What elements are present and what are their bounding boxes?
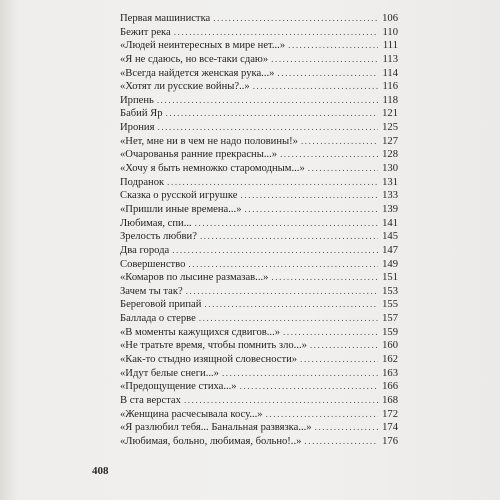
toc-entry [120,380,398,394]
toc-entry-title: Подранок [120,176,165,188]
toc-entry-title: «Как-то стыдно изящной словесности» [120,354,298,366]
dot-leader [200,230,378,244]
dot-leader [204,298,378,312]
dot-leader [308,162,378,176]
dot-leader [271,271,378,285]
toc-entry-page: 141 [382,217,398,229]
dot-leader [288,39,378,53]
toc-entry [120,121,398,135]
toc-entry [120,339,398,353]
toc-entry-title: «Пришли иные времена...» [120,203,242,215]
toc-entry [120,107,398,121]
toc-entry [120,326,398,340]
toc-entry [120,39,398,53]
toc-entry [120,176,398,190]
toc-entry-title: Первая машинистка [120,13,211,24]
dot-leader [280,148,378,162]
toc-entry-title: «Всегда найдется женская рука...» [120,67,275,79]
toc-entry-title: Ирония [120,122,155,134]
dot-leader [184,394,378,408]
toc-entry-title: Совершенство [120,258,186,270]
dot-leader [166,107,378,121]
toc-entry [120,271,398,285]
toc-entry-title: «Предощущение стиха...» [120,381,237,393]
toc-entry-page: 131 [382,176,398,188]
toc-entry-page: 145 [382,231,398,243]
dot-leader [266,408,378,422]
dot-leader [167,176,378,190]
toc-entry-page: 174 [382,422,398,434]
toc-entry-title: «Нет, мне ни в чем не надо половины!» [120,135,298,147]
toc-entry-title: Бежит река [120,26,171,38]
toc-entry [120,67,398,81]
toc-entry-page: 159 [382,326,398,338]
dot-leader [172,244,378,258]
toc-entry [120,367,398,381]
toc-entry-page: 147 [382,244,398,256]
toc-entry-page: 166 [382,381,398,393]
toc-entry-title: «Я разлюбил тебя... Банальная развязка...» [120,422,312,434]
dot-leader [157,121,378,135]
toc-entry-page: 125 [382,122,398,134]
dot-leader [245,203,378,217]
toc-entry-page: 149 [382,258,398,270]
dot-leader [310,339,378,353]
toc-entry [120,408,398,422]
toc-entry-title: Любимая, спи... [120,217,192,229]
toc-entry-page: 163 [382,367,398,379]
dot-leader [195,217,378,231]
dot-leader [188,258,378,272]
toc-entry-page: 110 [382,26,398,38]
toc-entry [120,12,398,26]
dot-leader [304,435,378,449]
toc-entry-title: Зрелость любви? [120,231,197,243]
toc-entry [120,189,398,203]
toc-entry [120,80,398,94]
toc-entry-title: «Комаров по лысине размазав...» [120,272,269,284]
toc-entry-title: «В моменты кажущихся сдвигов...» [120,326,281,338]
toc-entry-page: 121 [382,108,398,120]
toc-entry-page: 162 [382,354,398,366]
toc-entry [120,353,398,367]
toc-entry-page: 114 [382,67,398,79]
toc-entry [120,298,398,312]
toc-entry-title: Зачем ты так? [120,285,183,297]
toc-entry-page: 168 [382,394,398,406]
toc-entry-title: Береговой припай [120,299,202,311]
toc-entry-title: «Хочу я быть немножко старомодным...» [120,163,305,175]
toc-entry [120,203,398,217]
toc-entry [120,394,398,408]
toc-entry-page: 128 [382,149,398,161]
toc-entry-page: 172 [382,408,398,420]
toc-entry-page: 155 [382,299,398,311]
toc-entry-title: Ирпень [120,94,154,106]
toc-entry-page: 118 [382,94,398,106]
dot-leader [199,312,378,326]
toc-entry [120,135,398,149]
dot-leader [174,26,378,40]
toc-entry-title: «Людей неинтересных в мире нет...» [120,40,286,52]
toc-entry [120,53,398,67]
toc-entry-page: 133 [382,190,398,202]
toc-entry-title: Баллада о стерве [120,313,196,325]
toc-entry-page: 111 [382,40,398,52]
dot-leader [277,67,378,81]
toc-entry-title: «Не тратьте время, чтобы помнить зло...» [120,340,307,352]
toc-entry [120,26,398,40]
toc-entry-title: «Любимая, больно, любимая, больно!..» [120,435,302,447]
toc-entry-page: 160 [382,340,398,352]
toc-entry-page: 176 [382,435,398,447]
dot-leader [283,326,378,340]
toc-entry-page: 153 [382,285,398,297]
toc-entry-page: 139 [382,203,398,215]
toc-entry [120,230,398,244]
toc-entry [120,435,398,449]
toc-entry-page: 157 [382,313,398,325]
dot-leader [186,285,378,299]
dot-leader [301,135,378,149]
toc-entry-title: Сказка о русской игрушке [120,190,238,202]
toc-entry-page: 106 [382,13,398,24]
toc-entry [120,258,398,272]
dot-leader [241,189,378,203]
toc-entry [120,217,398,231]
toc-entry-title: «Хотят ли русские войны?..» [120,81,250,93]
toc-entry [120,421,398,435]
toc-entry-title: «Я не сдаюсь, но все-таки сдаю» [120,53,269,65]
toc-entry-title: «Женщина расчесывала косу...» [120,408,263,420]
toc-entry-title: «Идут белые снеги...» [120,367,219,379]
toc-entry-title: Бабий Яр [120,108,163,120]
dot-leader [271,53,378,67]
toc-entry-page: 116 [382,81,398,93]
dot-leader [213,12,378,26]
toc-entry [120,312,398,326]
toc-entry [120,285,398,299]
toc-entry-page: 127 [382,135,398,147]
dot-leader [300,353,378,367]
dot-leader [222,367,378,381]
toc-entry-title: «Очарованья ранние прекрасны...» [120,149,278,161]
toc-entry [120,94,398,108]
dot-leader [315,421,378,435]
toc-entry-page: 130 [382,163,398,175]
page-number: 408 [92,465,109,477]
toc-entry-title: Два города [120,244,170,256]
toc-entry [120,162,398,176]
toc-entry [120,148,398,162]
toc-entry [120,244,398,258]
dot-leader [157,94,378,108]
toc-entry-title: В ста верстах [120,394,181,406]
dot-leader [240,380,378,394]
toc-entry-page: 151 [382,272,398,284]
table-of-contents [120,12,398,449]
toc-entry-page: 113 [382,53,398,65]
dot-leader [253,80,378,94]
